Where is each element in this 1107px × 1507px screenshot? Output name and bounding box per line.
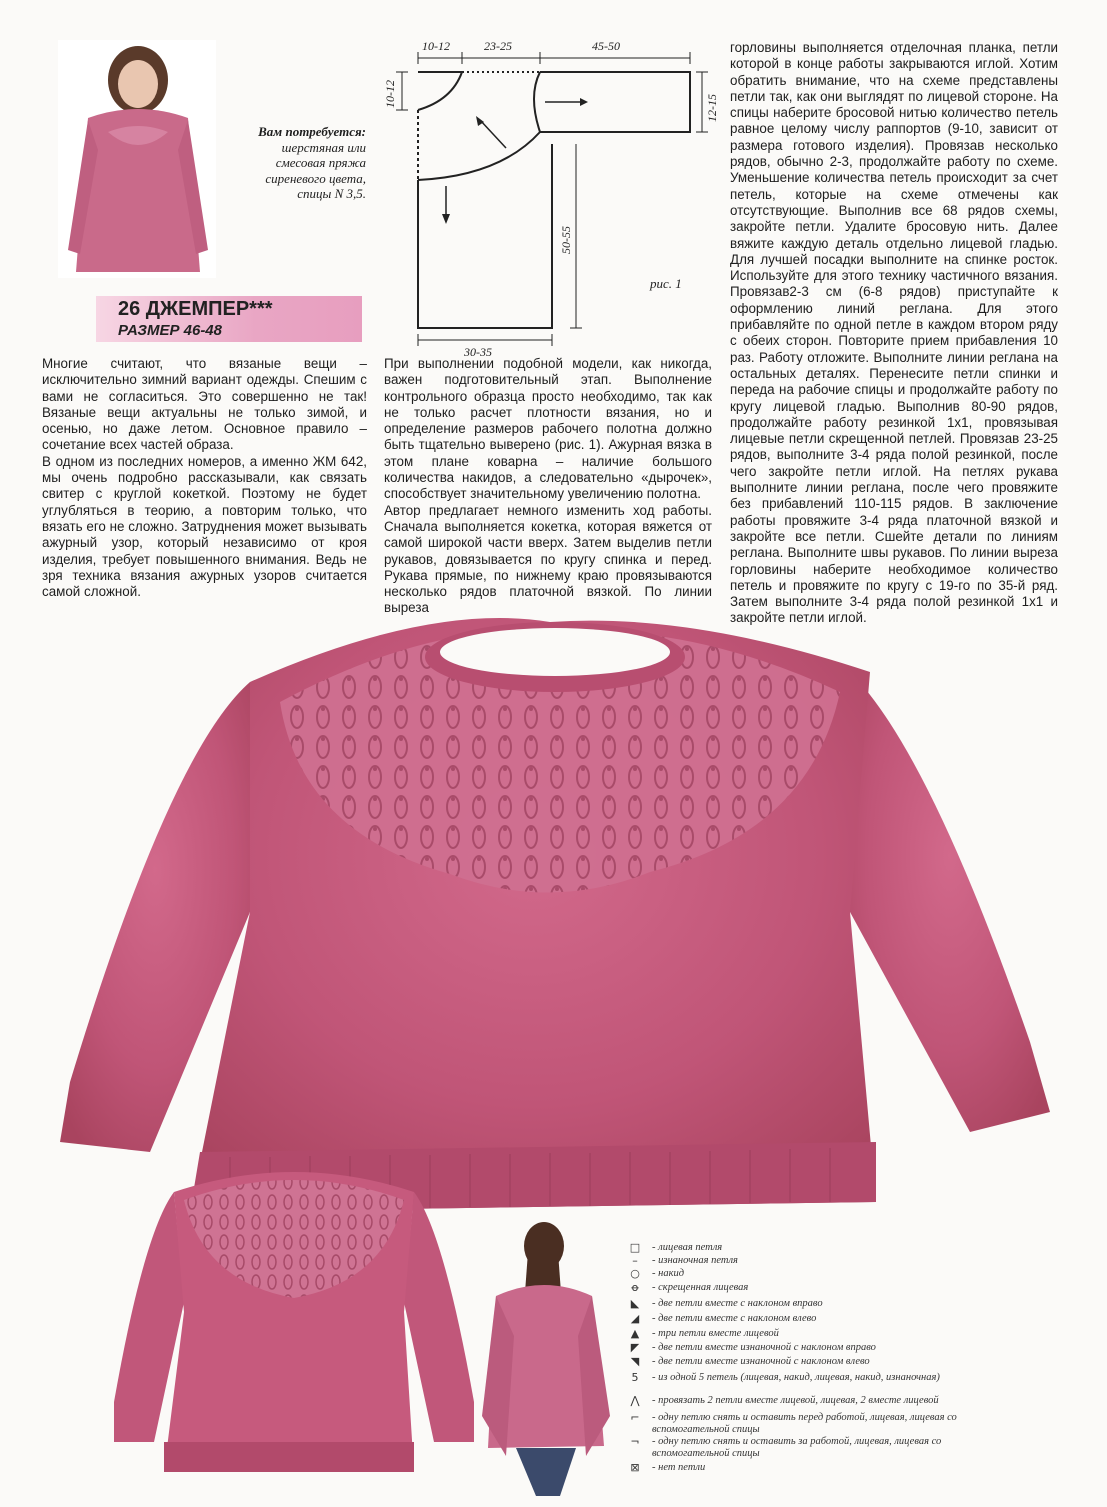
legend-item: ¬ - одну петлю снять и оставить за работой, лицевая, лицевая со вспомогательной спицы <box>628 1436 1098 1462</box>
cable-back-icon: ¬ <box>630 1435 640 1448</box>
k2tog-left-icon: ◢ <box>630 1312 640 1325</box>
dim-bottom: 30-35 <box>464 345 492 359</box>
dim-left: 10-12 <box>383 80 397 108</box>
knit-stitch-icon: □ <box>629 1241 641 1254</box>
materials-line: сиреневого цвета, <box>265 170 366 186</box>
legend-item: ⋀ - провязать 2 петли вместе лицевой, лицевая, 2 вместе лицевой <box>628 1395 1098 1409</box>
legend-item: ◢ - две петли вместе с наклоном влево <box>628 1313 1098 1327</box>
legend-item: 5 - из одной 5 петель (лицевая, накид, лицевая, накид, изнаночная) <box>628 1372 1098 1386</box>
legend-item: ▲ - три петли вместе лицевой <box>628 1328 1098 1342</box>
cable-front-icon: ⌐ <box>630 1411 640 1424</box>
no-stitch-icon: ⊠ <box>630 1461 640 1474</box>
paragraph: Автор предлагает немного изменить ход работы. Сначала выполняется кокетка, которая вяжется от самой широкой части вверх. Затем выделив петли рукавов, довязывается по кругу спинка и перед. Рукава прямые, по нижнему краю провязываются несколько рядов платочной вязкой. По линии выреза <box>384 502 712 616</box>
p2tog-right-icon: ◤ <box>630 1341 640 1354</box>
materials-title: Вам потребуется: <box>258 124 366 139</box>
paragraph: В одном из последних номеров, а именно ЖМ 642, мы очень подробно рассказывали, как связать свитер с круглой кокеткой. Поэтому не будет углубляться в теорию, а повторим только, что вязать его не сложно. Затруднения может вызывать ажурный узор, который независимо от кроя изделия, требует повышенного внимания. Ведь не зря техника вязания ажурных узоров считается самой сложной. <box>42 453 367 600</box>
increase-5-icon: 5 <box>631 1371 639 1384</box>
legend-item: ◣ - две петли вместе с наклоном вправо <box>628 1298 1098 1312</box>
materials-line: спицы N 3,5. <box>297 186 366 201</box>
dim-top-left: 10-12 <box>422 39 450 53</box>
legend-item: – - изнаночная петля <box>628 1255 1098 1269</box>
article-column-2 <box>384 356 712 617</box>
materials-line: шерстяная или <box>281 139 366 155</box>
legend-item: ◤ - две петли вместе изнаночной с наклоном вправо <box>628 1342 1098 1356</box>
yarn-over-icon: ○ <box>630 1267 640 1280</box>
dim-top-right: 45-50 <box>592 39 620 53</box>
purl-stitch-icon: – <box>632 1254 638 1267</box>
legend-item: □ - лицевая петля <box>629 1241 723 1254</box>
legend-item: ⊠ - нет петли <box>628 1462 1098 1476</box>
legend-item: ꝋ - скрещенная лицевая <box>628 1282 1098 1296</box>
materials-block <box>218 124 366 202</box>
article-column-3 <box>730 40 1058 627</box>
sweater-back-photo <box>104 1152 484 1492</box>
model-photo <box>58 40 216 278</box>
model-title: 26 ДЖЕМПЕР*** <box>118 298 273 320</box>
paragraph: При выполнении подобной модели, как никогда, важен подготовительный этап. Выполнение контрольного образца просто необходимо, так как не только расчет плотности вязания, но и определение размеров рабочего полотна должно быть тщательно выверено (рис. 1). Ажурная вязка в этом плане коварна – наличие большого количества накидов, а следовательно «дырочек», способствует значительному увеличению полотна. <box>384 356 712 502</box>
dim-vertical: 50-55 <box>559 226 573 254</box>
legend-item: ○ - накид <box>628 1268 1098 1282</box>
legend-item: ◥ - две петли вместе изнаночной с наклоном влево <box>628 1356 1098 1370</box>
paragraph: Многие считают, что вязаные вещи – исключительно зимний вариант одежды. Спешим с вами не согласиться. Это совершенно не так! Вязаные вещи актуальны не только зимой, и осенью, но даже летом. Основное правило – сочетание всех частей образа. <box>42 356 367 453</box>
legend-item: ⌐ - одну петлю снять и оставить перед работой, лицевая, лицевая со вспомогательной спицы <box>628 1412 1098 1438</box>
k3tog-icon: ▲ <box>630 1327 640 1340</box>
paragraph: горловины выполняется отделочная планка, петли которой в конце работы закрываются иглой. Хотим обратить внимание, что на схеме представлены петли так, как они выглядят по лицевой стороне. На спицы наберите бросовой нитью количество петель равное целому числу раппортов (9-10, зависит от размера готового изделия). Провязав несколько рядов, обычно 2-3, продолжайте работу по схеме. Уменьшение количества петель происходит за счет петель, которые на схеме отмечены как отсутствующие. Выполнив все 68 рядов схемы, закройте петли. Удалите бросовую нить. Далее вяжите каждую деталь отдельно лицевой гладью. Для лучшей посадки выполните на спинке росток. Используйте для этого технику частичного вязания. Провязав2-3 см (6-8 рядов) приступайте к оформлению линий реглана. Для этого прибавляйте по одной петле в каждом втором ряду с обеих сторон. Повторите прием прибавления 10 раз. Работу отложите. Выполните линии реглана на остальных деталях. Перенесите петли спинки и переда на рабочие спицы и продолжайте работу по кругу лицевой гладью. Выполнив 80-90 рядов, продолжайте работу резинкой 1х1, провязывая лицевые петли скрещенной петлей. Провязав 23-25 рядов, выполните 3-4 ряда полой резинкой, после чего закройте петли иглой. На петлях рукава выполните линии реглана, после чего провяжите без прибавлений 110-115 рядов. В заключение работы провяжите 3-4 ряда платочной вязкой и закройте все петли. Сшейте детали по линиям реглана. Выполните швы рукавов. По линии выреза горловины наберите необходимое количество петель и провяжите по кругу с 19-го по 35-й ряд. Затем выполните 3-4 ряда полой резинкой 1х1 и закройте петли иглой. <box>730 40 1058 626</box>
k2tog-right-icon: ◣ <box>630 1297 640 1310</box>
decrease-group-icon: ⋀ <box>630 1394 640 1407</box>
dim-right: 12-15 <box>705 94 719 122</box>
article-column-1 <box>42 356 367 600</box>
model-size: РАЗМЕР 46-48 <box>118 322 222 339</box>
diagram-caption: рис. 1 <box>650 276 682 291</box>
pattern-diagram <box>380 36 720 366</box>
materials-line: смесовая пряжа <box>275 155 366 170</box>
model-back-photo <box>476 1216 616 1496</box>
model-illustration <box>58 40 216 278</box>
p2tog-left-icon: ◥ <box>630 1355 640 1368</box>
twisted-knit-icon: ꝋ <box>631 1281 639 1294</box>
dim-top-mid: 23-25 <box>484 39 512 53</box>
